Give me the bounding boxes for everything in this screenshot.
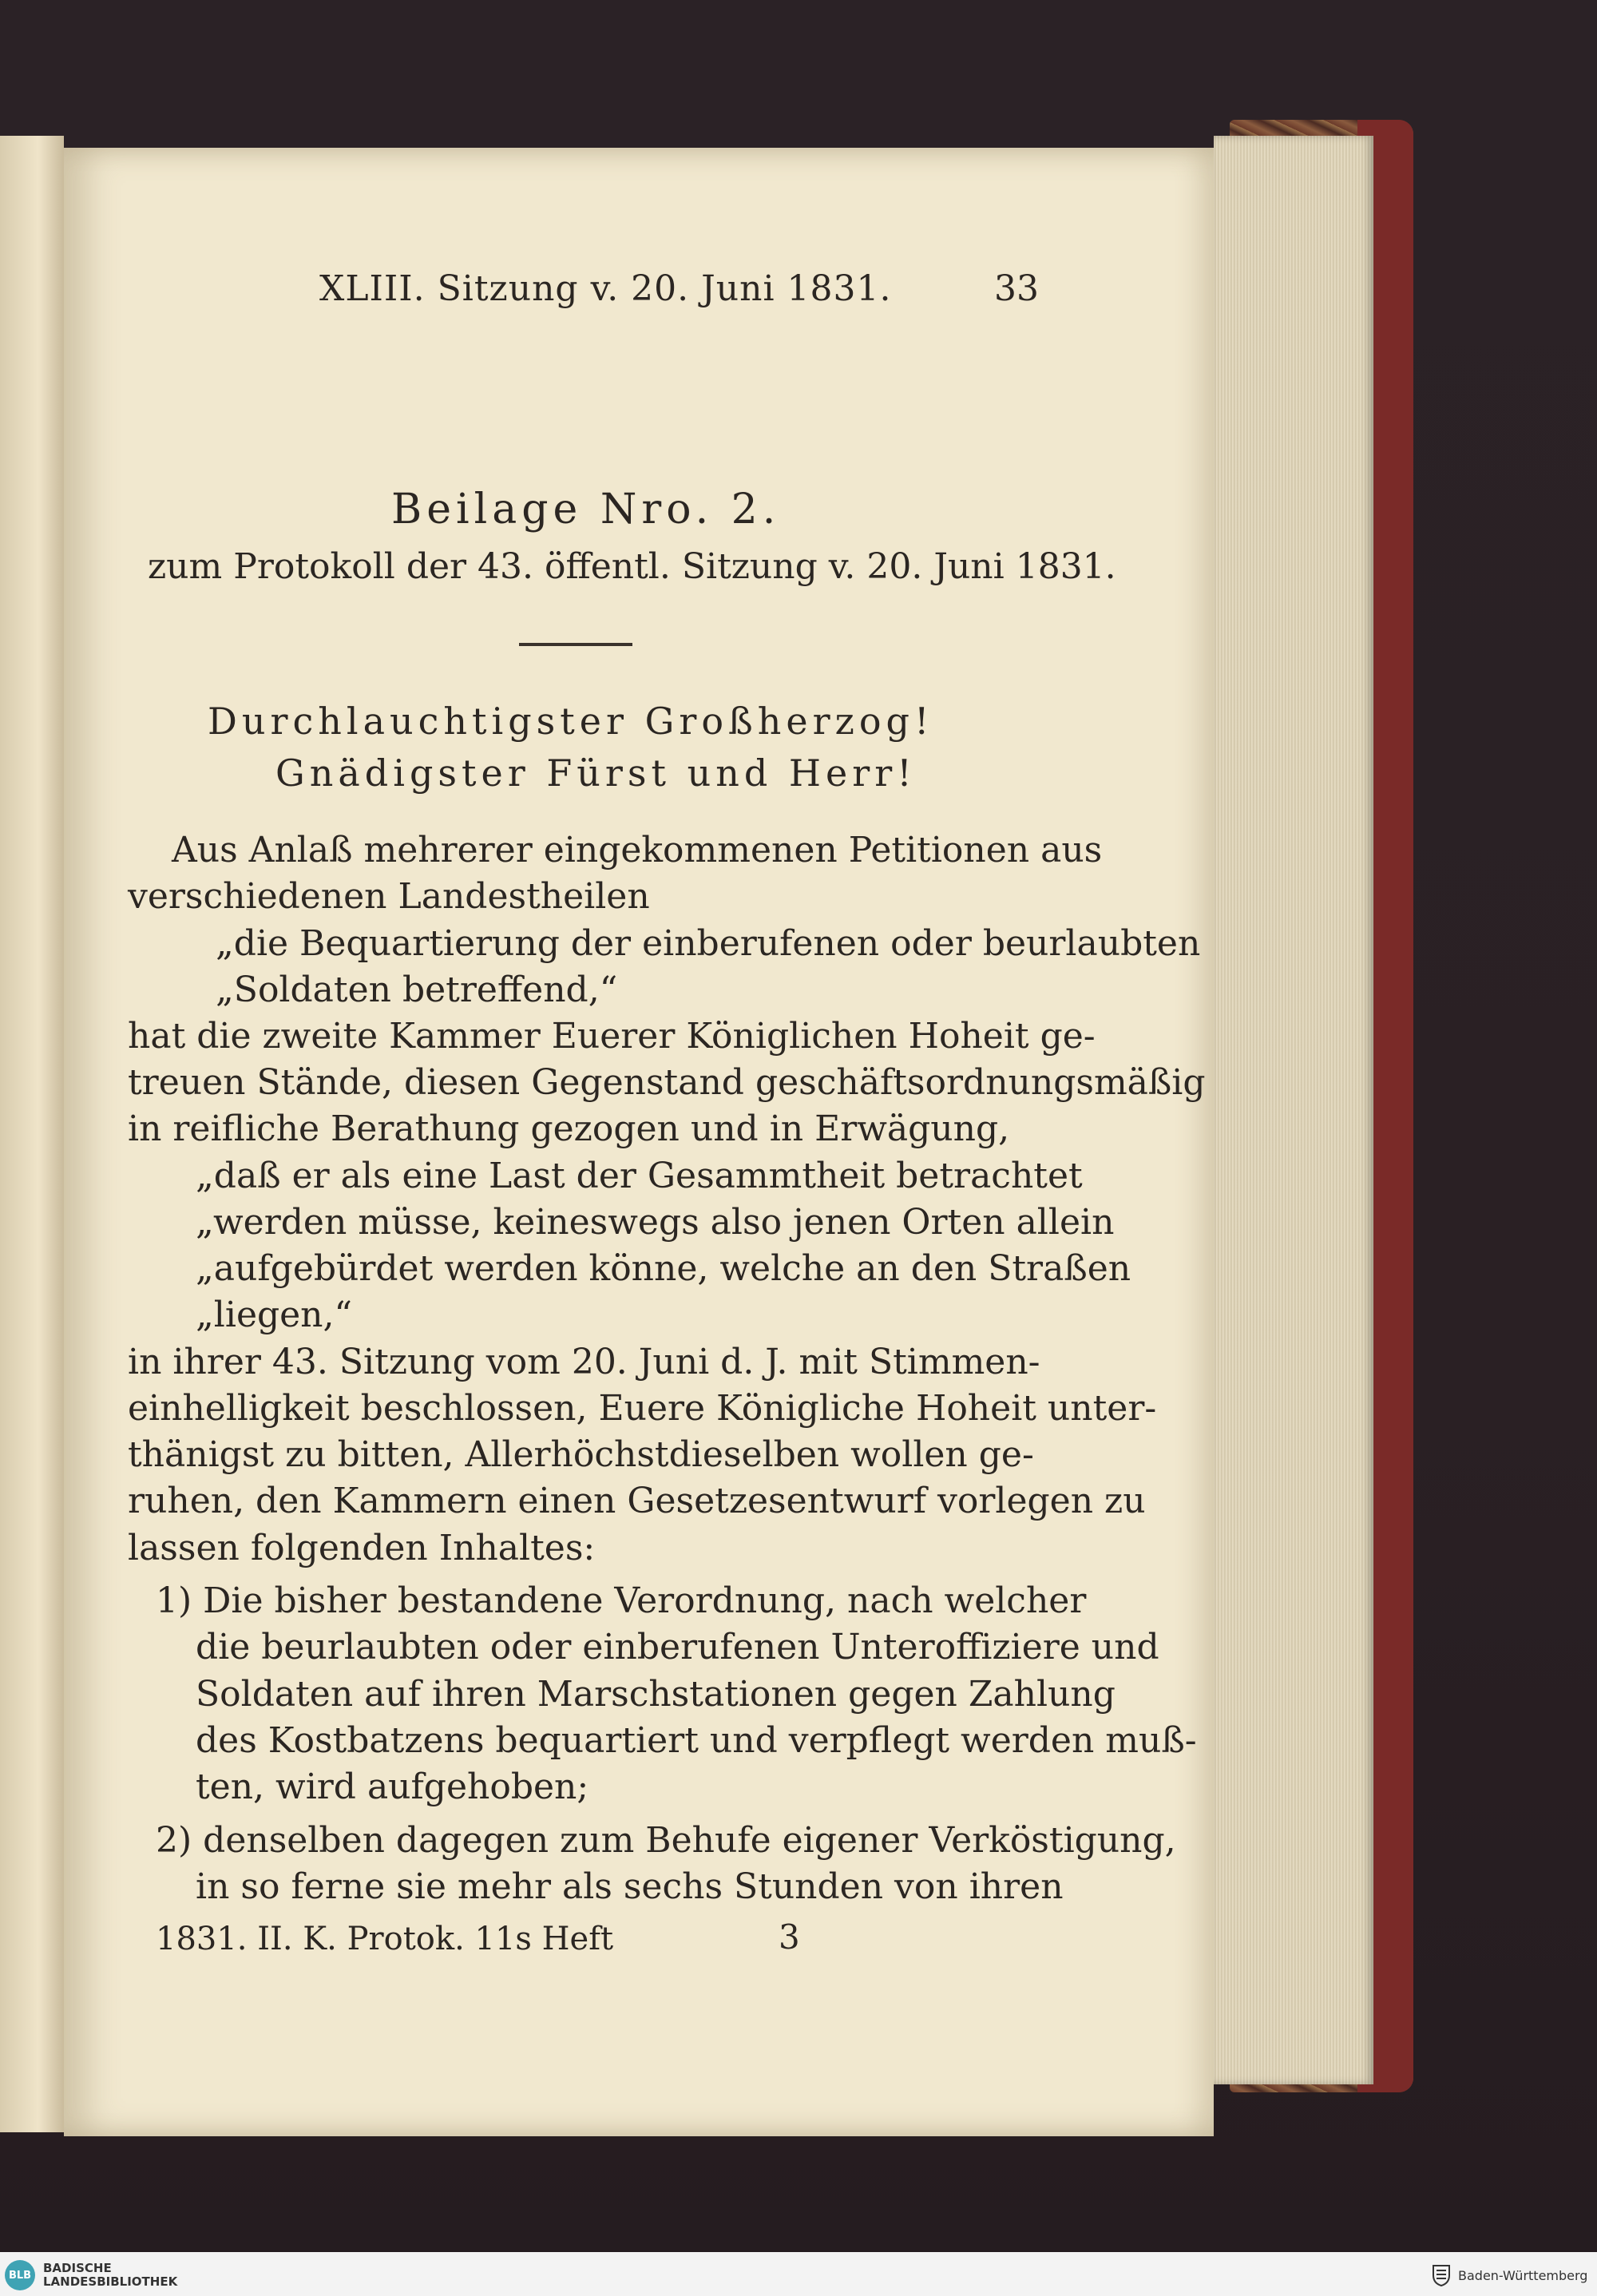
blb-name [43,2262,177,2289]
text-line: Soldaten auf ihren Marschstationen gegen Zahlung [196,1674,1116,1715]
text-line: „werden müsse, keineswegs also jenen Orten allein [196,1202,1115,1243]
running-head: XLIII. Sitzung v. 20. Juni 1831. [319,268,892,309]
page-title: Beilage Nro. 2. [391,486,781,533]
text-line: Aus Anlaß mehrerer eingekommenen Petitionen aus [172,830,1103,870]
text-line: in reifliche Berathung gezogen und in Erwägung, [128,1108,1010,1149]
text-line: ten, wird aufgehoben; [196,1767,589,1807]
text-line: in ihrer 43. Sitzung vom 20. Juni d. J. mit Stimmen- [128,1342,1040,1382]
salutation-line-1: Durchlauchtigster Großherzog! [208,700,934,743]
blb-name-line-2: LANDESBIBLIOTHEK [43,2274,178,2289]
baden-wuerttemberg-name: Baden-Württemberg [1458,2268,1588,2283]
text-line: treuen Stände, diesen Gegenstand geschäftsordnungsmäßig [128,1062,1206,1103]
left-page-edge [0,136,64,2132]
signature-line: 1831. II. K. Protok. 11s Heft [156,1921,614,1957]
blb-name-line-1: BADISCHE [43,2261,112,2275]
text-line: „daß er als eine Last der Gesammtheit betrachtet [196,1156,1083,1196]
page-edges [1214,136,1373,2084]
text-line: 1) Die bisher bestandene Verordnung, nach welcher [156,1580,1087,1621]
page-number: 33 [994,268,1039,309]
footer-bar [0,2252,1597,2296]
text-line: ruhen, den Kammern einen Gesetzesentwurf vorlegen zu [128,1481,1146,1521]
text-line: lassen folgenden Inhaltes: [128,1528,596,1568]
baden-wuerttemberg-crest-icon [1431,2262,1452,2286]
text-line: „aufgebürdet werden könne, welche an den Straßen [196,1248,1131,1289]
title-divider [519,643,632,646]
text-line: verschiedenen Landestheilen [128,876,650,917]
text-line: thänigst zu bitten, Allerhöchstdieselben wollen ge- [128,1434,1034,1475]
signature-mark: 3 [779,1917,800,1957]
text-line: einhelligkeit beschlossen, Euere Königliche Hoheit unter- [128,1388,1157,1429]
salutation-line-2: Gnädigster Fürst und Herr! [275,751,917,795]
text-line: „Soldaten betreffend,“ [216,970,618,1010]
page-subtitle: zum Protokoll der 43. öffentl. Sitzung v. 20. Juni 1831. [148,546,1116,587]
text-line: hat die zweite Kammer Euerer Königlichen Hoheit ge- [128,1016,1096,1057]
text-line: „liegen,“ [196,1295,353,1335]
text-line: „die Bequartierung der einberufenen oder beurlaubten [216,923,1201,964]
text-line: die beurlaubten oder einberufenen Unteroffiziere und [196,1627,1159,1667]
blb-logo-icon: BLB [5,2260,35,2290]
text-line: in so ferne sie mehr als sechs Stunden von ihren [196,1866,1064,1907]
text-line: des Kostbatzens bequartiert und verpflegt werden muß- [196,1720,1197,1761]
text-line: 2) denselben dagegen zum Behufe eigener Verköstigung, [156,1820,1176,1861]
